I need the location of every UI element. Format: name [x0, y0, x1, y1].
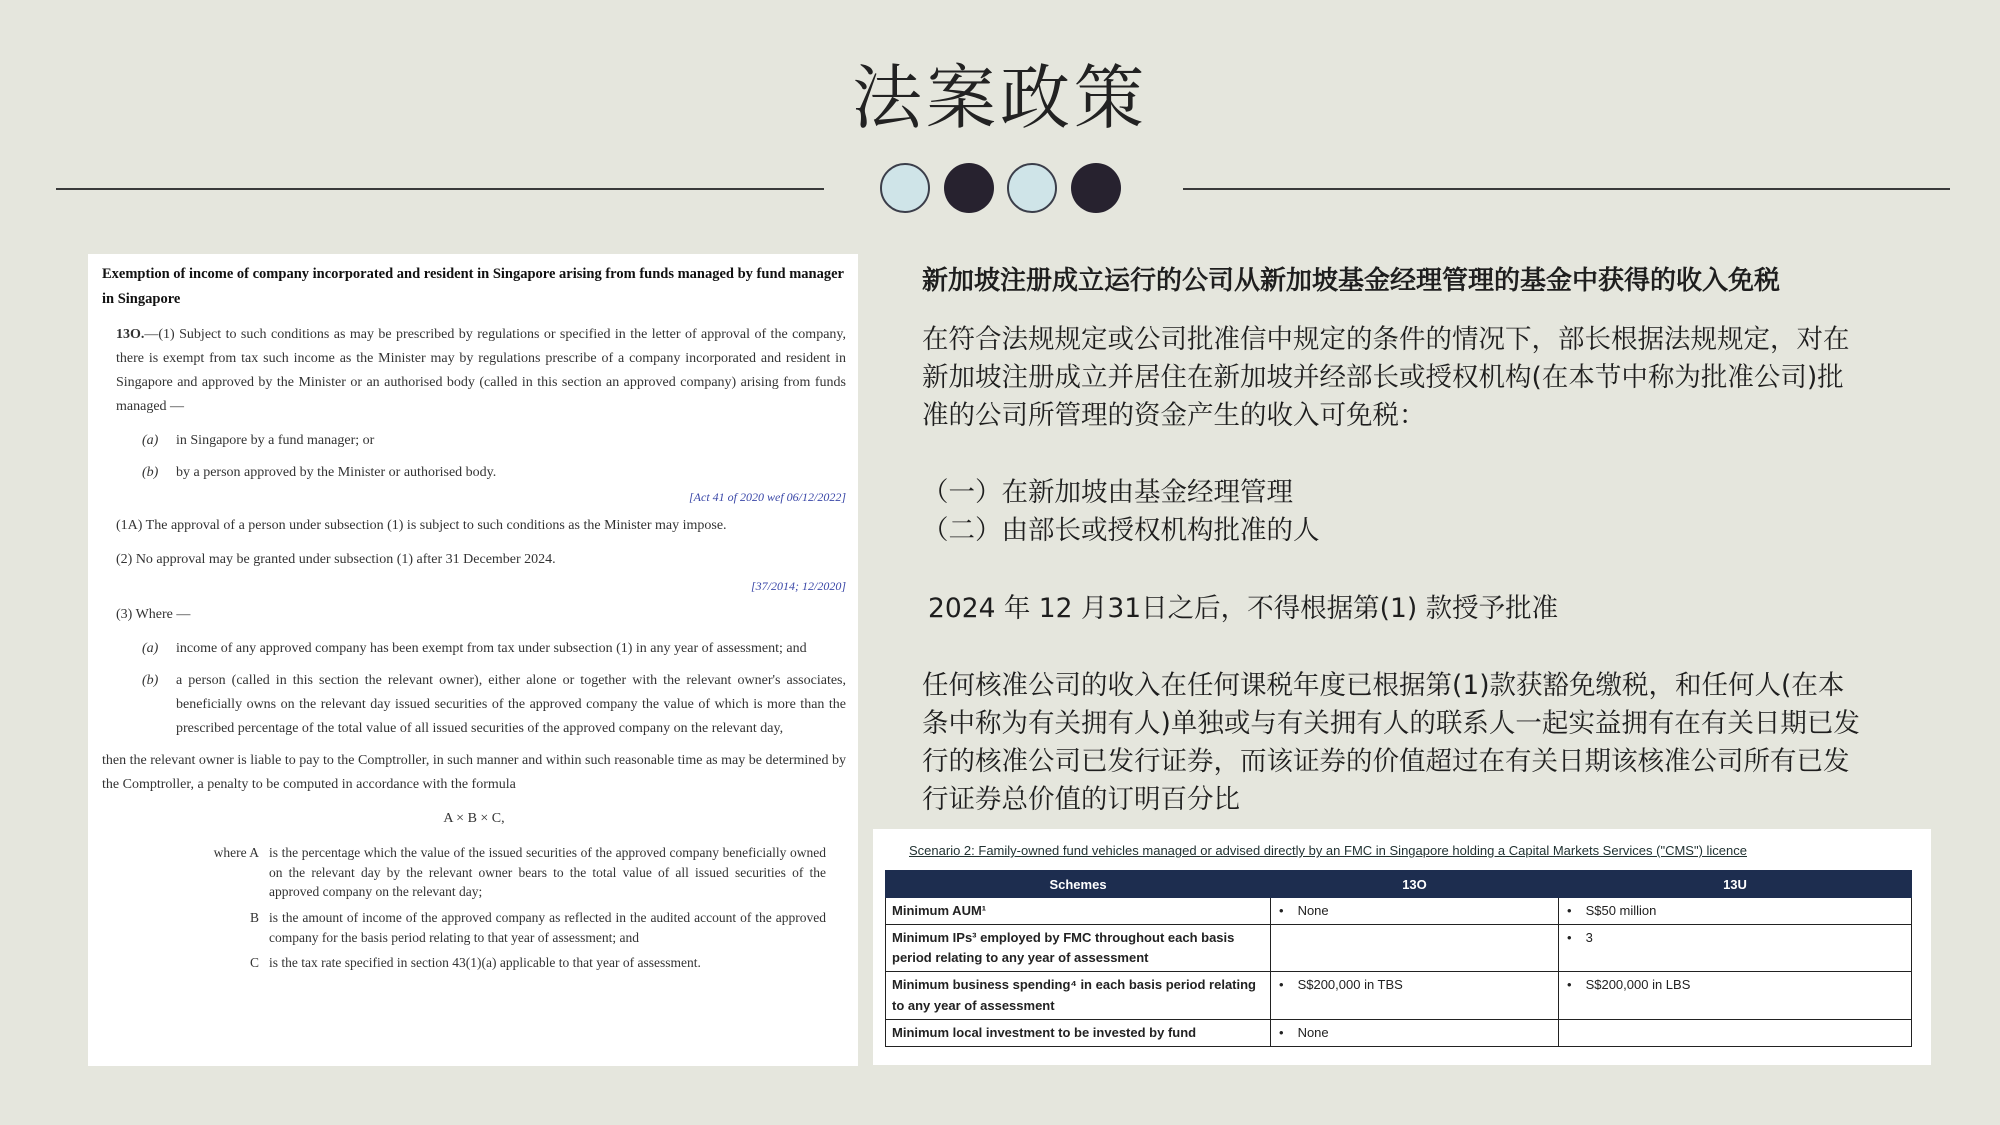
slide-title: 法案政策 — [852, 57, 1148, 139]
zh-item-list — [922, 474, 1922, 550]
statute-penalty-text: then the relevant owner is liable to pay to the Comptroller, in such manner and within such reasonable time as may be determined by the Comptroller, a penalty to be computed in accordance with the formula — [102, 753, 846, 793]
amendment-reference-1: [Act 41 of 2020 wef 06/12/2022] — [689, 490, 846, 505]
item-text: a person (called in this section the relevant owner), either alone or together with the relevant owner's associates, beneficially owns on the relevant day issued securities of the approved company the value of which is more than the prescribed percentage of the total value of all issued securities of the approved company on the relevant day, — [176, 672, 846, 736]
scheme-comparison — [873, 829, 1931, 1065]
row-label: Minimum business spending⁴ in each basis period relating to any year of assessment — [886, 972, 1271, 1019]
section-number: 13O. — [116, 326, 145, 342]
statute-heading: Exemption of income of company incorporated and resident in Singapore arising from funds managed by fund manager in Singapore — [102, 266, 844, 308]
cell-13o — [1271, 972, 1559, 1019]
statute-section-1a: (1A) The approval of a person under subsection (1) is subject to such conditions as the Minister may impose. — [116, 517, 727, 533]
cell-value: • S$200,000 in TBS — [1277, 977, 1403, 992]
column-header: 13U — [1559, 871, 1912, 898]
formula-term-b — [197, 908, 826, 947]
formula-term-c — [197, 953, 826, 973]
zh-heading: 新加坡注册成立运行的公司从新加坡基金经理管理的基金中获得的收入免税 — [922, 266, 1781, 296]
cell-13u — [1559, 925, 1912, 972]
cell-13u — [1559, 972, 1912, 1019]
column-header: 13O — [1271, 871, 1559, 898]
section-1-text: —(1) Subject to such conditions as may be prescribed by regulations or specified in the letter of approval of the company, there is exempt from tax such income as the Minister may by regulations prescribe of a company incorporated and resident in Singapore and approved by the Minister or an authorised body (called in this section an approved company) arising from funds managed — — [116, 326, 846, 414]
statute-section-2: (2) No approval may be granted under subsection (1) after 31 December 2024. — [116, 551, 556, 567]
cell-value: • None — [1277, 1025, 1329, 1040]
title-divider-left — [56, 188, 824, 190]
cell-value: • S$50 million — [1565, 903, 1656, 918]
row-label: Minimum AUM¹ — [886, 898, 1271, 925]
cell-value: • S$200,000 in LBS — [1565, 977, 1690, 992]
decorative-dot-1 — [880, 163, 930, 213]
item-text: by a person approved by the Minister or authorised body. — [176, 465, 497, 481]
statute-section-1 — [116, 323, 846, 419]
item-text: income of any approved company has been exempt from tax under subsection (1) in any year of assessment; and — [176, 640, 807, 656]
cell-13o — [1271, 1019, 1559, 1046]
penalty-formula: A × B × C, — [443, 811, 505, 827]
table-row — [886, 972, 1912, 1019]
item-label: (a) — [142, 640, 159, 656]
zh-item-2: （二）由部长或授权机构批准的人 — [922, 515, 1320, 546]
cell-value: • 3 — [1565, 930, 1593, 945]
row-label: Minimum IPs³ employed by FMC throughout each basis period relating to any year of assessment — [886, 925, 1271, 972]
zh-item-1: （一）在新加坡由基金经理管理 — [922, 477, 1293, 508]
cell-13u — [1559, 1019, 1912, 1046]
statute-item-b — [142, 461, 846, 485]
item-text: in Singapore by a fund manager; or — [176, 433, 375, 449]
decorative-dot-4 — [1071, 163, 1121, 213]
amendment-reference-2: [37/2014; 12/2020] — [750, 579, 846, 593]
zh-paragraph-1: 在符合法规规定或公司批准信中规定的条件的情况下，部长根据法规规定，对在新加坡注册成立并居住在新加坡并经部长或授权机构(在本节中称为批准公司)批准的公司所管理的资金产生的收入可免税： — [922, 324, 1850, 431]
zh-paragraph-2: 任何核准公司的收入在任何课税年度已根据第(1)款获豁免缴税，和任何人(在本条中称为有关拥有人)单独或与有关拥有人的联系人一起实益拥有在有关日期已发行的核准公司已发行证券，而该证券的价值超过在有关日期该核准公司所有已发行证券总价值的订明百分比 — [922, 670, 1860, 815]
term-label: where A — [213, 845, 259, 861]
decorative-dot-2 — [944, 163, 994, 213]
scheme-table — [885, 870, 1912, 1047]
cell-13o — [1271, 925, 1559, 972]
statute-item-3b — [142, 669, 846, 741]
table-row — [886, 1019, 1912, 1046]
cell-value: • None — [1277, 903, 1329, 918]
table-row — [886, 925, 1912, 972]
row-label: Minimum local investment to be invested by fund — [886, 1019, 1271, 1046]
statute-section-3: (3) Where — — [116, 606, 191, 622]
decorative-dot-3 — [1007, 163, 1057, 213]
term-label: B — [249, 909, 259, 925]
zh-deadline: 2024 年 12 月31日之后，不得根据第(1) 款授予批准 — [928, 593, 1559, 624]
item-label: (a) — [142, 433, 159, 449]
table-row — [886, 898, 1912, 925]
table-header-row — [886, 871, 1912, 898]
term-text: is the amount of income of the approved company as reflected in the audited account of the approved company for the basis period relating to that year of assessment; and — [269, 909, 826, 945]
title-divider-right — [1183, 188, 1950, 190]
statute-item-3a — [142, 637, 846, 661]
item-label: (b) — [142, 672, 159, 688]
statute-item-a — [142, 429, 846, 453]
column-header: Schemes — [886, 871, 1271, 898]
term-label: C — [249, 955, 259, 971]
cell-13u — [1559, 898, 1912, 925]
scheme-caption: Scenario 2: Family-owned fund vehicles managed or advised directly by an FMC in Singapore holding a Capital Markets Services ("CMS") licence — [909, 843, 1747, 858]
term-text: is the percentage which the value of the issued securities of the approved company beneficially owned on the relevant day by the relevant owner bears to the total value of all issued securities of the approved company on the relevant day; — [269, 845, 826, 900]
formula-term-a — [197, 843, 826, 902]
statute-excerpt — [88, 254, 858, 1066]
cell-13o — [1271, 898, 1559, 925]
term-text: is the tax rate specified in section 43(1)(a) applicable to that year of assessment. — [269, 955, 701, 971]
item-label: (b) — [142, 465, 159, 481]
